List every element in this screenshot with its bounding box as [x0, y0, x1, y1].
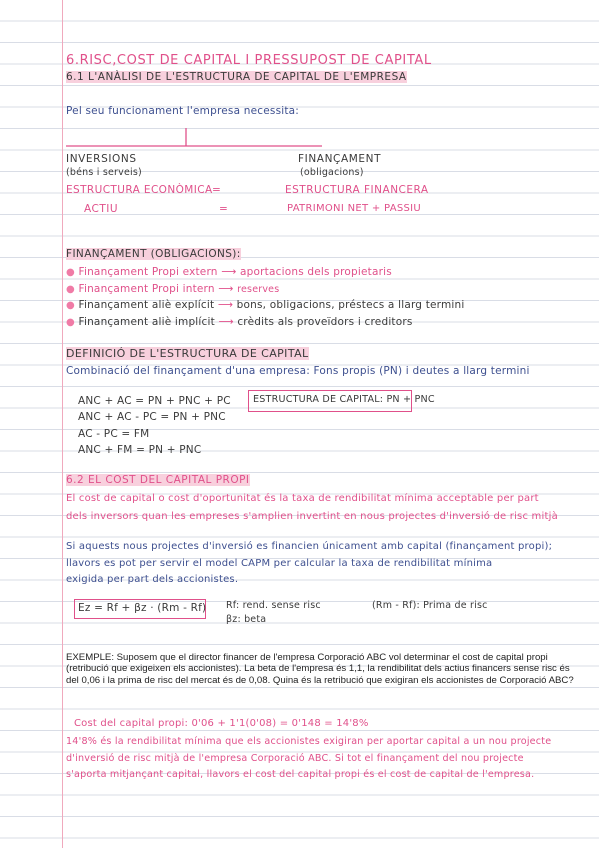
page-title: 6.RISC,COST DE CAPITAL I PRESSUPOST DE CAPITAL — [66, 53, 432, 68]
financing-item: ● Finançament aliè explícit ⟶ bons, obligacions, préstecs a llarg termini — [66, 299, 465, 311]
estructura-financera: ESTRUCTURA FINANCERA — [285, 184, 429, 196]
financing-item: ● Finançament aliè implícit ⟶ crèdits als proveïdors i creditors — [66, 316, 413, 328]
conclusion-line3: s'aporta mitjançant capital, llavors el cost del capital propi és el cost de capital de l'empresa. — [66, 769, 535, 780]
para2-line3: exigida per part dels accionistes. — [66, 574, 239, 585]
capm-formula: Ez = Rf + βz · (Rm - Rf) — [78, 602, 207, 614]
inversions-title: INVERSIONS — [66, 153, 137, 165]
financament-title: FINANÇAMENT — [298, 153, 382, 165]
equation-3: AC - PC = FM — [78, 428, 150, 440]
financing-item: ● Finançament Propi extern ⟶ aportacions dels propietaris — [66, 266, 392, 278]
section-heading-6-2: 6.2 EL COST DEL CAPITAL PROPI — [66, 474, 250, 486]
equals-sign-2: = — [219, 203, 228, 215]
para1-line2: dels inversors quan les empreses s'amplien invertint en nous projectes d'inversió de risc mitjà — [66, 511, 558, 522]
equals-sign-1: = — [212, 184, 221, 196]
financament-obligacions-heading: FINANÇAMENT (OBLIGACIONS): — [66, 248, 241, 260]
equation-1: ANC + AC = PN + PNC + PC — [78, 395, 231, 407]
long-right-arrow-icon: ⟶ — [217, 299, 234, 311]
long-right-arrow-icon: ⟶ — [218, 283, 234, 295]
bullet-icon: ● — [66, 300, 75, 311]
equation-4: ANC + FM = PN + PNC — [78, 444, 202, 456]
long-right-arrow-icon: ⟶ — [221, 266, 237, 278]
long-right-arrow-icon: ⟶ — [218, 316, 234, 328]
financament-subtitle: (obligacions) — [300, 167, 364, 178]
patrimoni-net-passiu: PATRIMONI NET + PASSIU — [287, 203, 422, 214]
section-heading-6-1: 6.1 L'ANÀLISI DE L'ESTRUCTURA DE CAPITAL DE L'EMPRESA — [66, 71, 407, 83]
conclusion-line2: d'inversió de risc mitjà de l'empresa Corporació ABC. Si tot el finançament del nou projecte — [66, 753, 524, 764]
definicio-text: Combinació del finançament d'una empresa: Fons propis (PN) i deutes a llarg termini — [66, 365, 530, 377]
conclusion-line1: 14'8% és la rendibilitat mínima que els accionistes exigiran per aportar capital a un nou projecte — [66, 736, 552, 747]
estructura-economica: ESTRUCTURA ECONÒMICA — [66, 184, 213, 196]
equation-2: ANC + AC - PC = PN + PNC — [78, 411, 226, 423]
example-text: EXEMPLE: Suposem que el director financer de l'empresa Corporació ABC vol determinar el cost de capital propi (retribució que exigeixen els accionistes). La beta de l'empresa és 1,1, la rendibilitat dels actius financers sense risc és del 0,06 i la prima de risc del mercat és de 0,08. Quina és la retribució que exigiran els accionistes de Corporació ABC? — [66, 652, 574, 686]
cost-calculation: Cost del capital propi: 0'06 + 1'1(0'08) = 0'148 = 14'8% — [74, 718, 369, 729]
para2-line2: llavors es pot per servir el model CAPM per calcular la taxa de rendibilitat mínima — [66, 558, 493, 569]
actiu-label: ACTIU — [84, 203, 119, 215]
bullet-icon: ● — [66, 284, 75, 295]
inversions-subtitle: (béns i serveis) — [66, 167, 142, 178]
bullet-icon: ● — [66, 267, 75, 278]
estructura-capital-formula: ESTRUCTURA DE CAPITAL: PN + PNC — [253, 394, 435, 405]
bullet-icon: ● — [66, 317, 75, 328]
legend-rf: Rf: rend. sense risc — [226, 600, 321, 611]
para1-line1: El cost de capital o cost d'oportunitat és la taxa de rendibilitat mínima acceptable per part — [66, 493, 539, 504]
legend-beta: βz: beta — [226, 614, 267, 625]
definicio-heading: DEFINICIÓ DE L'ESTRUCTURA DE CAPITAL — [66, 347, 309, 360]
financing-item: ● Finançament Propi intern ⟶ reserves — [66, 283, 280, 295]
intro-text: Pel seu funcionament l'empresa necessita: — [66, 105, 300, 117]
para2-line1: Si aquests nous projectes d'inversió es financien únicament amb capital (finançament propi); — [66, 541, 553, 552]
legend-rm-rf: (Rm - Rf): Prima de risc — [372, 600, 488, 611]
